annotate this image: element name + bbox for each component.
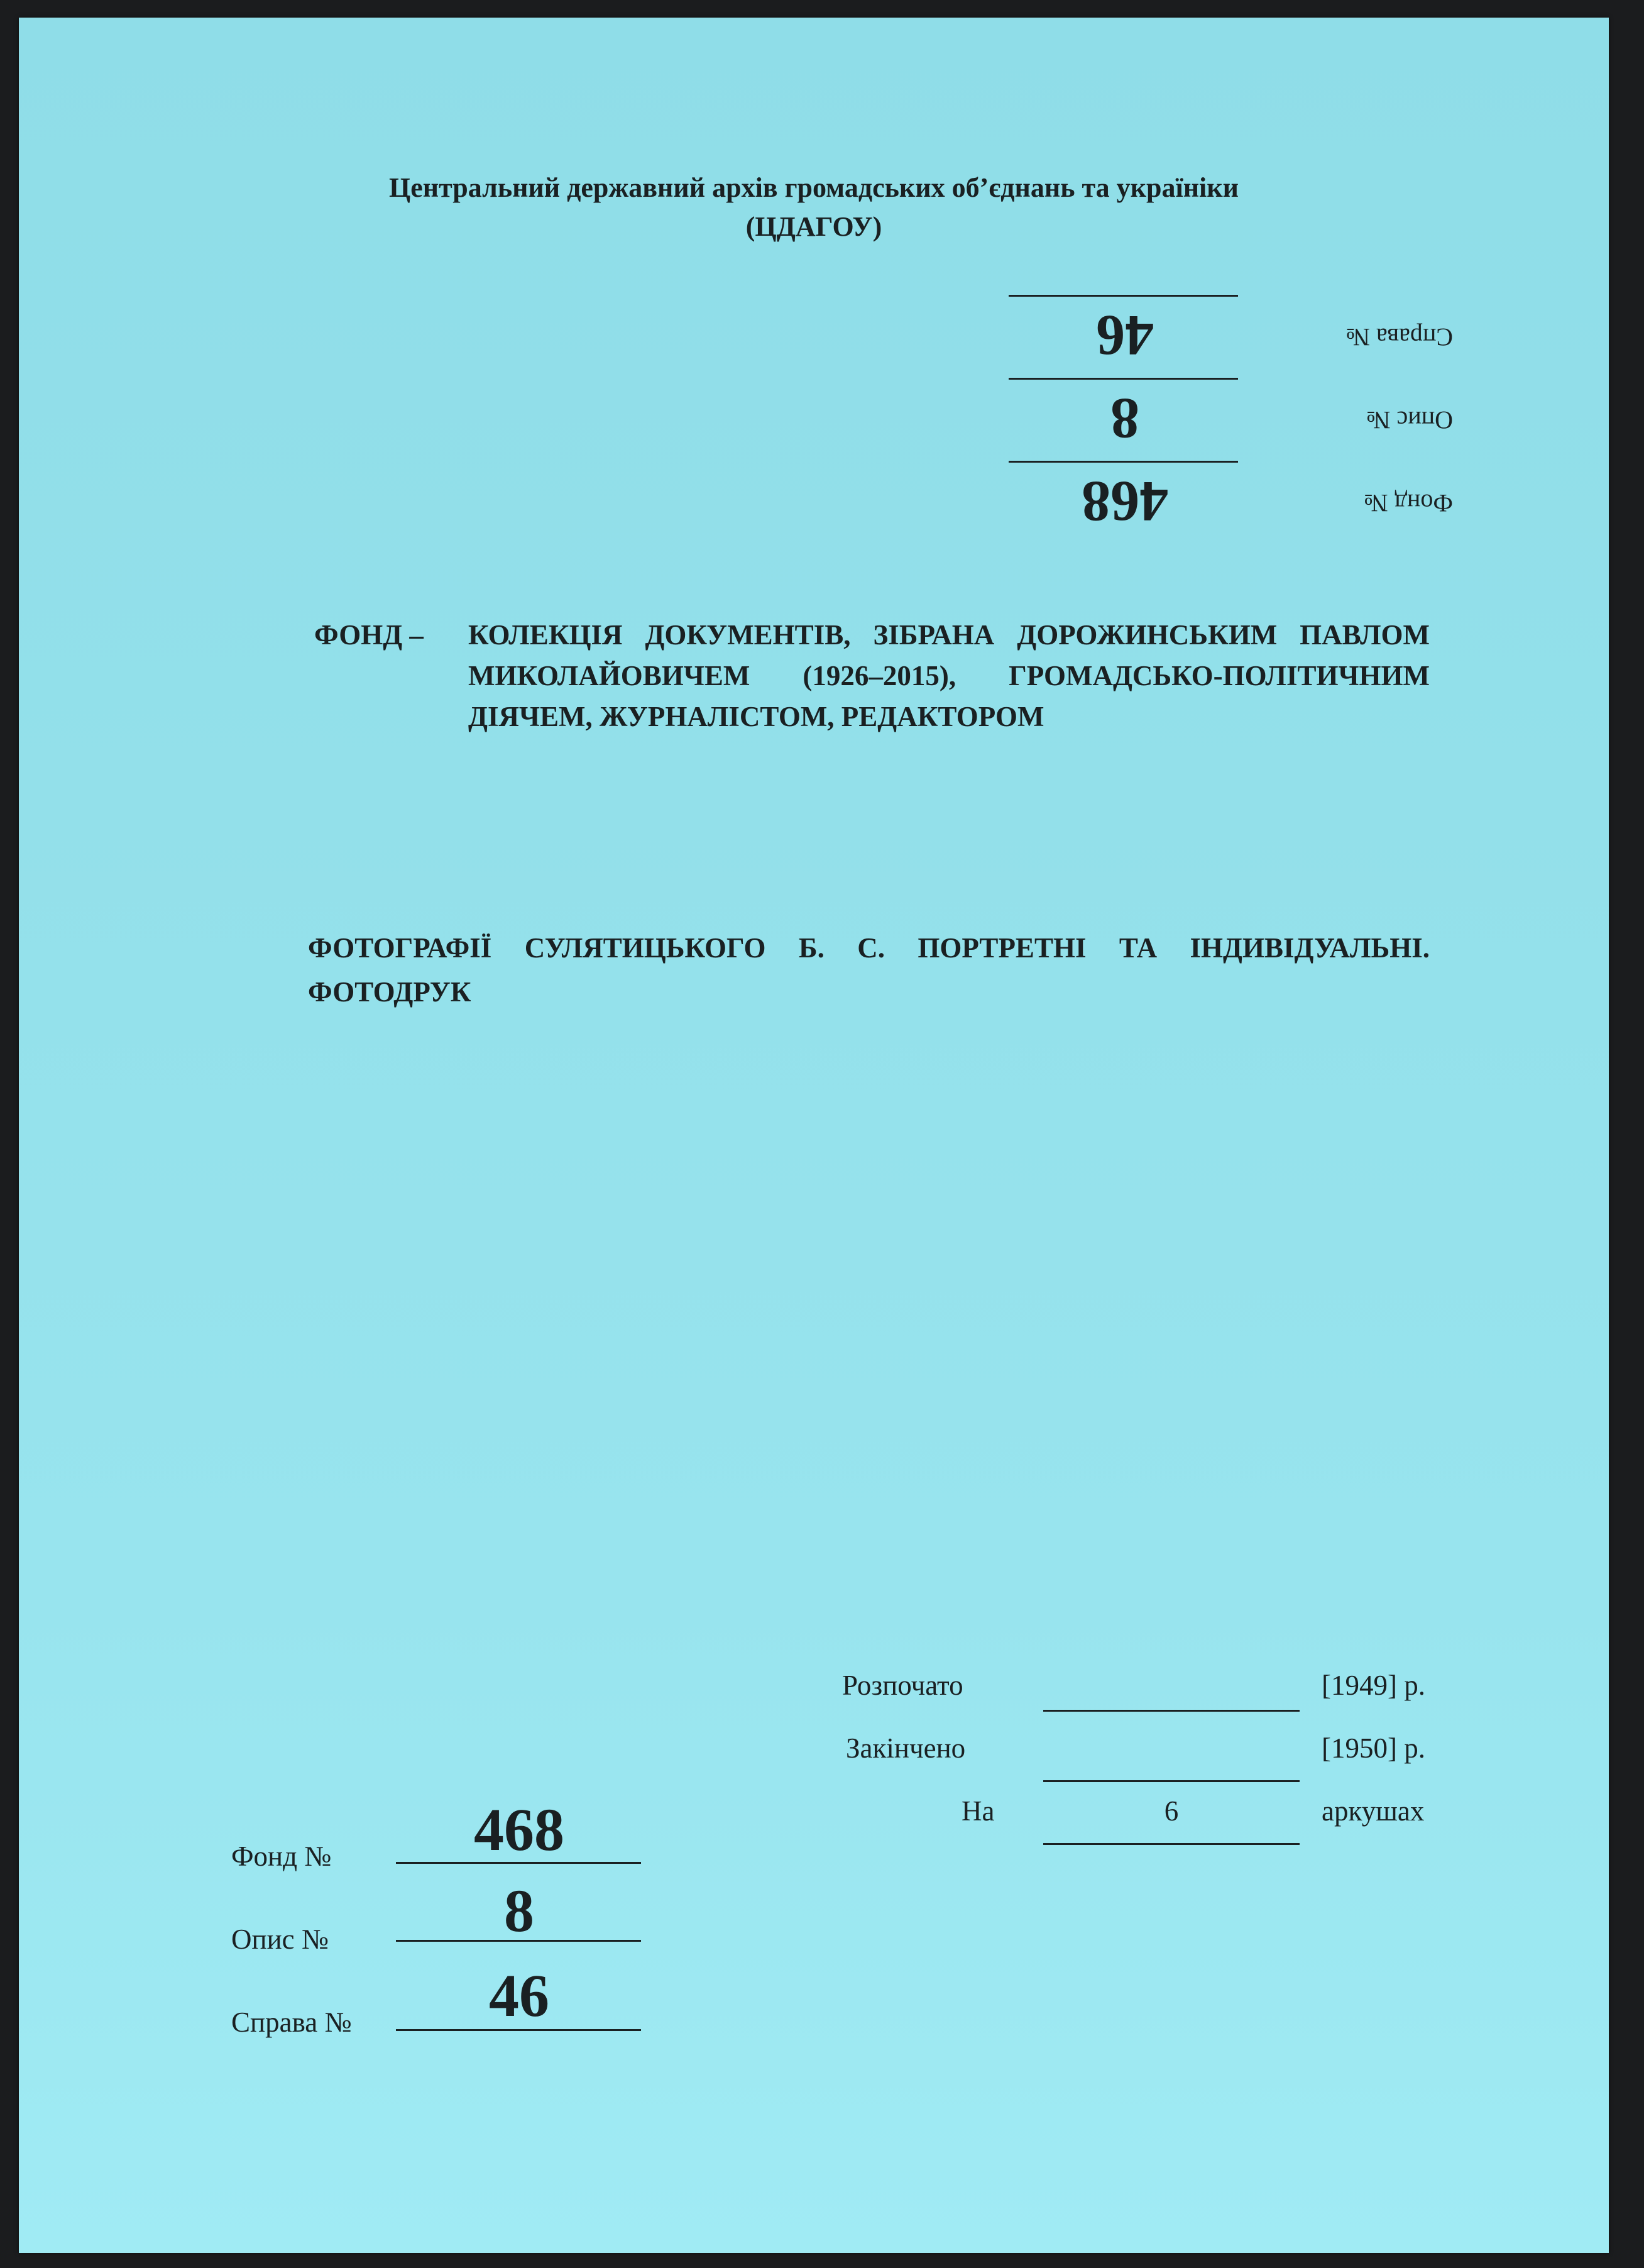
fund-prefix: ФОНД – [314, 619, 424, 651]
fond-value: 468 [474, 1796, 564, 1863]
started-value: [1949] р. [1322, 1670, 1425, 1701]
fund-description: КОЛЕКЦІЯ ДОКУМЕНТІВ, ЗІБРАНА ДОРОЖИНСЬКИМ ПАВЛОМ МИКОЛАЙОВИЧЕМ (1926–2015), ГРОМАДСЬКО-ПОЛІТИЧНИМ ДІЯЧЕМ, ЖУРНАЛІСТОМ, РЕДАКТОРОМ [468, 619, 1430, 732]
flipped-opys-value: 8 [1110, 387, 1139, 451]
flipped-fond-line [1009, 461, 1238, 463]
flipped-fond-value: 468 [1082, 470, 1168, 534]
sheets-count: 6 [1164, 1795, 1179, 1827]
started-line [1043, 1710, 1300, 1712]
sheets-suffix: аркушах [1322, 1795, 1425, 1827]
sprava-value: 46 [489, 1962, 549, 2029]
flipped-opys-line [1009, 378, 1238, 380]
flipped-reference-block [1006, 294, 1458, 533]
flipped-fond-label: Фонд № [1364, 489, 1453, 517]
sheets-line [1043, 1843, 1300, 1845]
flipped-opys-row [1006, 381, 1458, 450]
fond-label: Фонд № [231, 1841, 332, 1872]
sprava-label: Справа № [231, 2007, 352, 2038]
archive-header [19, 168, 1609, 246]
flipped-fond-row [1006, 464, 1458, 533]
finished-label: Закінчено [846, 1732, 966, 1764]
sheets-prefix: На [962, 1795, 995, 1827]
flipped-sprava-row [1006, 298, 1458, 367]
flipped-opys-label: Опис № [1366, 406, 1453, 434]
archive-cover-sheet [19, 18, 1609, 2253]
archive-abbreviation: (ЦДАГОУ) [745, 211, 882, 242]
case-title: ФОТОГРАФІЇ СУЛЯТИЦЬКОГО Б. С. ПОРТРЕТНІ ТА ІНДИВІДУАЛЬНІ. ФОТОДРУК [308, 932, 1430, 1008]
started-label: Розпочато [842, 1670, 963, 1701]
finished-line [1043, 1780, 1300, 1782]
flipped-sprava-value: 46 [1096, 304, 1154, 368]
finished-value: [1950] р. [1322, 1732, 1425, 1764]
opys-value: 8 [504, 1877, 534, 1944]
archive-name: Центральний державний архів громадських об’єднань та україніки [389, 172, 1239, 203]
opys-line [396, 1940, 641, 1942]
sprava-line [396, 2029, 641, 2031]
opys-label: Опис № [231, 1924, 329, 1955]
flipped-sprava-line [1009, 295, 1238, 297]
fond-line [396, 1862, 641, 1864]
flipped-sprava-label: Справа № [1345, 323, 1453, 351]
